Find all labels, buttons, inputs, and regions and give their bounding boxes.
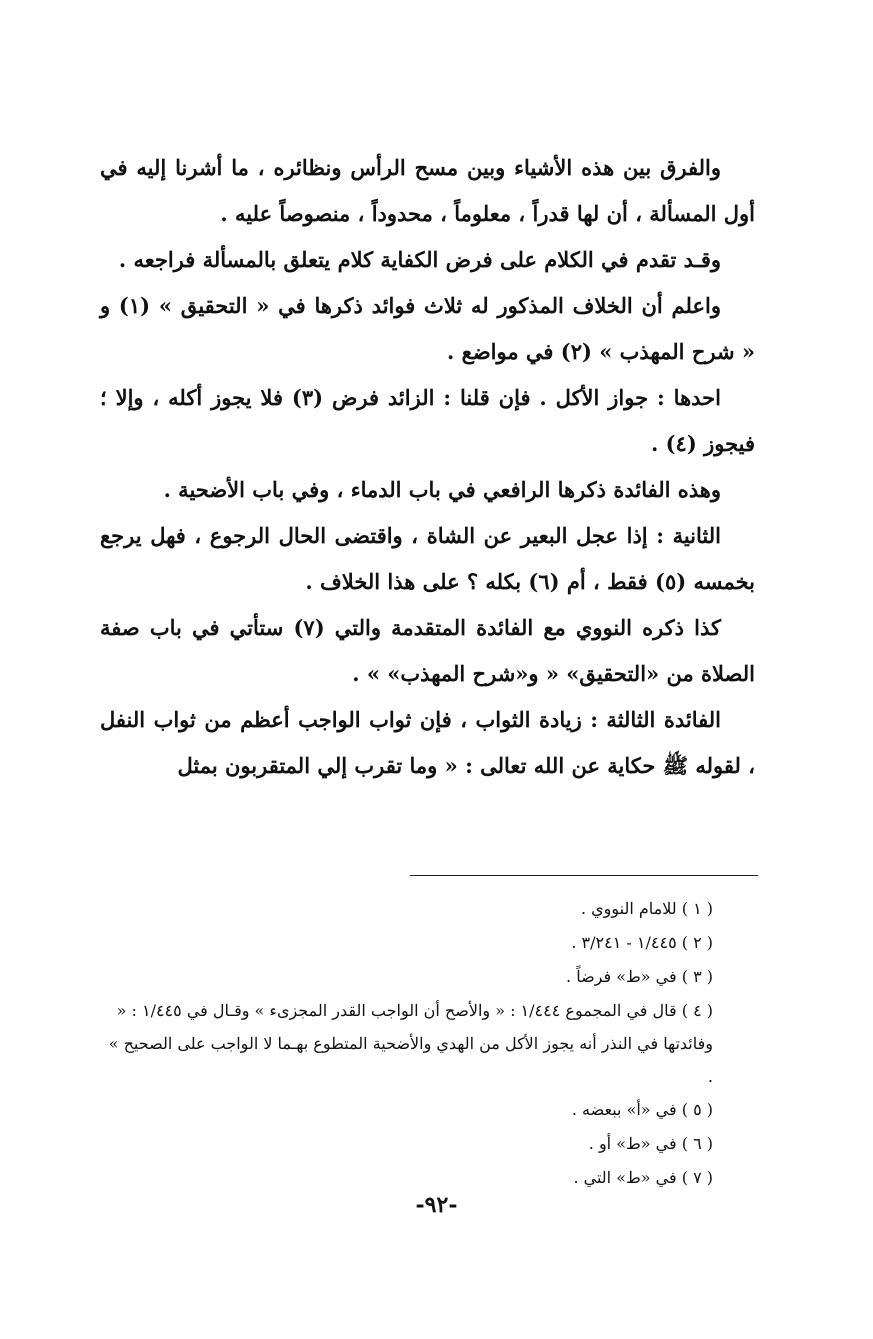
- paragraph: احدها : جواز الأكل . فإن قلنا : الزائد فرض (٣) فلا يجوز أكله ، وإلا ؛ فيجوز (٤) .: [100, 385, 755, 456]
- footnote: ( ٥ ) في «أ» ببعضه .: [571, 1100, 713, 1119]
- footnotes: [100, 892, 755, 1195]
- paragraph: واعلم أن الخلاف المذكور له ثلاث فوائد ذكرها في « التحقيق » (١) و « شرح المهذب » (٢) في مواضع .: [100, 293, 755, 364]
- paragraph: وقـد تقدم في الكلام على فرض الكفاية كلام يتعلق بالمسألة فراجعه .: [118, 247, 721, 272]
- footnote: ( ١ ) للامام النووي .: [580, 899, 713, 918]
- paragraph: الفائدة الثالثة : زيادة الثواب ، فإن ثواب الواجب أعظم من ثواب النفل ، لقوله ﷺ حكاية عن الله تعالى : « وما تقرب إلي المتقربون بمثل: [100, 707, 755, 778]
- paragraph: الثانية : إذا عجل البعير عن الشاة ، واقتضى الحال الرجوع ، فهل يرجع بخمسه (٥) فقط ، أم (٦) بكله ؟ على هذا الخلاف .: [100, 523, 755, 594]
- paragraph: وهذه الفائدة ذكرها الرافعي في باب الدماء ، وفي باب الأضحية .: [163, 477, 721, 502]
- footnote: ( ٦ ) في «ط» أو .: [588, 1134, 713, 1153]
- footnote: ( ٧ ) في «ط» التي .: [573, 1168, 713, 1187]
- page-number: -٩٢-: [415, 1192, 458, 1218]
- footnote: ( ٤ ) قال في المجموع ١/٤٤٤ : « والأصح أن الواجب القدر المجزىء » وقـال في ١/٤٤٥ : « وفائدتها في النذر أنه يجوز الأكل من الهدي والأضحية المتطوع بهـما لا الواجب على الصحيح » .: [108, 1001, 713, 1086]
- paragraph: والفرق بين هذه الأشياء وبين مسح الرأس ونظائره ، ما أشرنا إليه في أول المسألة ، أن لها قدراً ، معلوماً ، محدوداً ، منصوصاً عليه .: [100, 155, 755, 226]
- footnote: ( ٢ ) ١/٤٤٥ - ٣/٢٤١ .: [571, 933, 713, 952]
- paragraph: كذا ذكره النووي مع الفائدة المتقدمة والتي (٧) ستأتي في باب صفة الصلاة من «التحقيق» « و«شرح المهذب» » .: [100, 615, 755, 686]
- footnote: ( ٣ ) في «ط» فرضاً .: [566, 967, 713, 986]
- footnote-divider: [410, 875, 758, 876]
- main-text: [100, 145, 755, 789]
